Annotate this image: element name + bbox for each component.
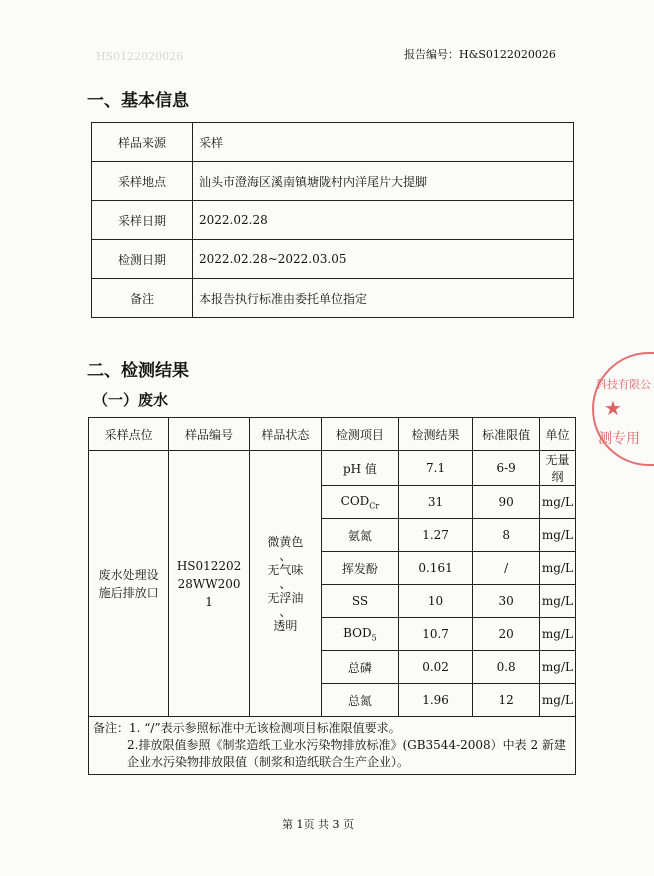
- table-row: [92, 279, 574, 318]
- limit-cell: 20: [473, 618, 540, 651]
- label-remarks: 备注: [92, 279, 193, 318]
- value-sample-source: 采样: [193, 123, 574, 162]
- header-unit: 单位: [539, 418, 575, 451]
- seal-text-top: 科技有限公: [596, 378, 651, 391]
- item-cell: SS: [322, 585, 399, 618]
- sample-state-cell: [249, 451, 321, 717]
- table-row: [92, 240, 574, 279]
- unit-cell: 无量纲: [539, 451, 575, 486]
- bleed-through-text: HS0122020026: [96, 50, 184, 63]
- table-row: [92, 162, 574, 201]
- official-seal: [592, 352, 654, 466]
- result-cell: 31: [398, 486, 473, 519]
- limit-cell: /: [473, 552, 540, 585]
- header-test-item: 检测项目: [322, 418, 399, 451]
- result-cell: 0.161: [398, 552, 473, 585]
- result-cell: 10: [398, 585, 473, 618]
- result-cell: 1.27: [398, 519, 473, 552]
- notes-row: [89, 717, 576, 775]
- basic-info-table: [91, 122, 574, 318]
- unit-cell: mg/L: [539, 519, 575, 552]
- section-title-basic-info: 一、基本信息: [87, 91, 189, 111]
- notes-cell: [89, 717, 576, 775]
- limit-cell: 6-9: [473, 451, 540, 486]
- value-sampling-site: 汕头市澄海区溪南镇塘陇村内洋尾片大提脚: [193, 162, 574, 201]
- limit-cell: 0.8: [473, 651, 540, 684]
- unit-cell: mg/L: [539, 618, 575, 651]
- state-line: 透明: [273, 618, 298, 633]
- label-sample-source: 样品来源: [92, 123, 193, 162]
- limit-cell: 12: [473, 684, 540, 717]
- header-sample-state: 样品状态: [249, 418, 321, 451]
- section-title-results: 二、检测结果: [87, 361, 189, 381]
- unit-cell: mg/L: [539, 552, 575, 585]
- header-limit: 标准限值: [473, 418, 540, 451]
- page-footer: 第 1页 共 3 页: [282, 818, 354, 831]
- value-test-date: 2022.02.28~2022.03.05: [193, 240, 574, 279]
- limit-cell: 8: [473, 519, 540, 552]
- state-line: 、: [279, 604, 292, 619]
- table-row: [89, 451, 576, 486]
- state-line: 无浮油: [267, 590, 304, 605]
- item-cell: 挥发酚: [322, 552, 399, 585]
- label-sampling-date: 采样日期: [92, 201, 193, 240]
- report-number: 报告编号：H&S0122020026: [404, 48, 556, 61]
- header-sampling-point: 采样点位: [89, 418, 169, 451]
- table-row: [92, 123, 574, 162]
- unit-cell: mg/L: [539, 585, 575, 618]
- header-sample-no: 样品编号: [169, 418, 249, 451]
- sample-no-cell: HS01220228WW2001: [169, 451, 249, 717]
- header-result: 检测结果: [398, 418, 473, 451]
- note-line-1: 备注：1. “/”表示参照标准中无该检测项目标准限值要求。: [93, 721, 401, 735]
- item-cell: $BOD_5$: [322, 618, 399, 651]
- state-line: 、: [279, 576, 292, 591]
- result-cell: 10.7: [398, 618, 473, 651]
- label-sampling-site: 采样地点: [92, 162, 193, 201]
- state-line: 无气味: [267, 562, 304, 577]
- note-line-2: 2.排放限值参照《制浆造纸工业水污染物排放标准》(GB3544-2008）中表 2 新建企业水污染物排放限值（制浆和造纸联合生产企业）。: [127, 738, 566, 769]
- limit-cell: 90: [473, 486, 540, 519]
- star-icon: ★: [604, 396, 622, 420]
- table-header-row: [89, 418, 576, 451]
- result-cell: 7.1: [398, 451, 473, 486]
- item-cell: 氨氮: [322, 519, 399, 552]
- unit-cell: mg/L: [539, 684, 575, 717]
- subsection-title-wastewater: （一）废水: [93, 391, 169, 409]
- item-cell: 总氮: [322, 684, 399, 717]
- seal-text-bottom: 测专用: [598, 431, 640, 447]
- result-cell: 1.96: [398, 684, 473, 717]
- state-line: 、: [279, 548, 292, 563]
- result-cell: 0.02: [398, 651, 473, 684]
- item-cell: pH 值: [322, 451, 399, 486]
- sampling-point-cell: 废水处理设施后排放口: [89, 451, 169, 717]
- label-test-date: 检测日期: [92, 240, 193, 279]
- table-row: [92, 201, 574, 240]
- wastewater-results-table: [88, 417, 576, 775]
- value-remarks: 本报告执行标准由委托单位指定: [193, 279, 574, 318]
- limit-cell: 30: [473, 585, 540, 618]
- unit-cell: mg/L: [539, 651, 575, 684]
- value-sampling-date: 2022.02.28: [193, 201, 574, 240]
- item-cell: 总磷: [322, 651, 399, 684]
- state-line: 微黄色: [267, 534, 304, 549]
- unit-cell: mg/L: [539, 486, 575, 519]
- item-cell: $COD_{Cr}$: [322, 486, 399, 519]
